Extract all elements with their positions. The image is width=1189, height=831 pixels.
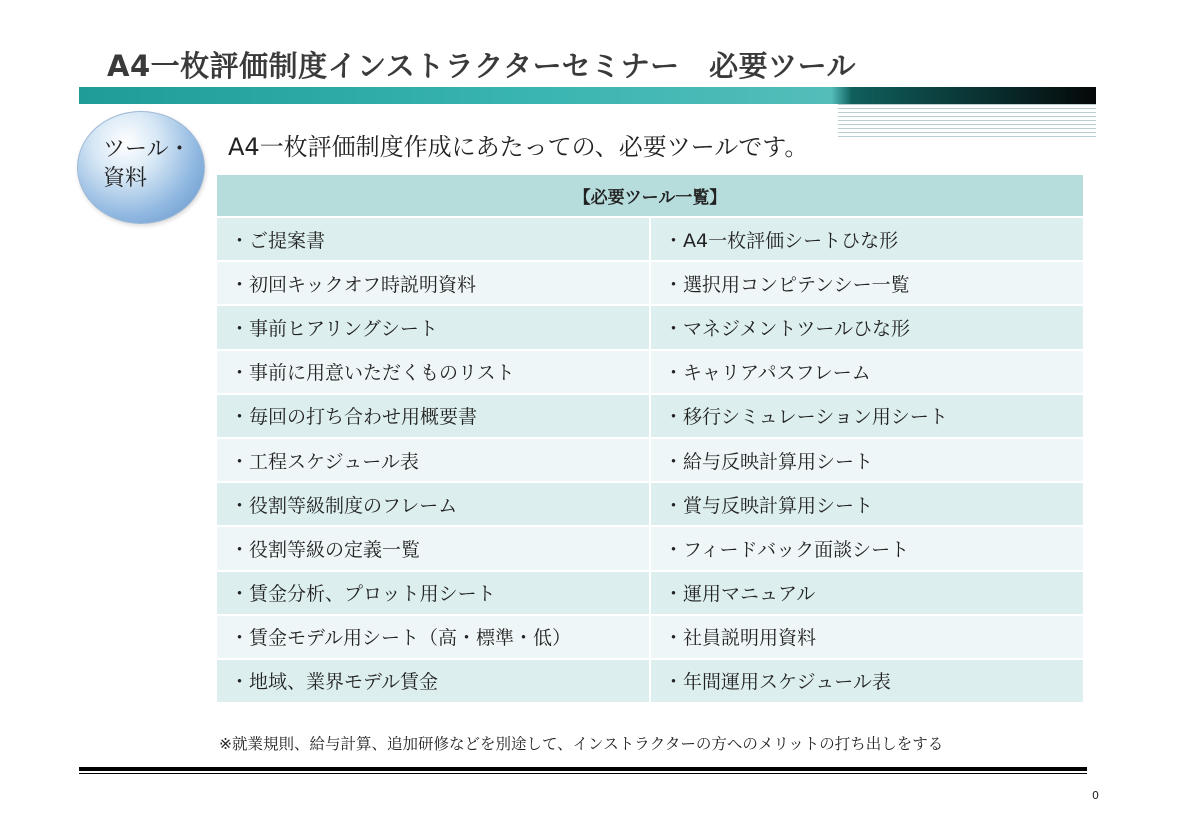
table-cell: ・初回キックオフ時説明資料 (217, 261, 650, 305)
section-badge-label (103, 135, 191, 193)
page-title: A4一枚評価制度インストラクターセミナー 必要ツール (107, 49, 857, 83)
table-row (217, 615, 1083, 659)
intro-text: A4一枚評価制度作成にあたっての、必要ツールです。 (228, 133, 809, 161)
tools-table (217, 175, 1083, 704)
table-cell: ・社員説明用資料 (650, 615, 1083, 659)
footer-rule-thin (79, 773, 1087, 774)
table-cell: ・運用マニュアル (650, 571, 1083, 615)
table-cell: ・役割等級制度のフレーム (217, 482, 650, 526)
table-cell: ・賞与反映計算用シート (650, 482, 1083, 526)
table-cell: ・フィードバック面談シート (650, 526, 1083, 570)
table-header: 【必要ツール一覧】 (217, 175, 1083, 217)
table-cell: ・キャリアパスフレーム (650, 350, 1083, 394)
footer-rule-thick (79, 767, 1087, 771)
page-number: 0 (1092, 789, 1099, 802)
table-row (217, 482, 1083, 526)
table-row (217, 438, 1083, 482)
table-cell: ・賃金モデル用シート（高・標準・低） (217, 615, 650, 659)
table-header-row (217, 175, 1083, 217)
table-cell: ・役割等級の定義一覧 (217, 526, 650, 570)
table-row (217, 571, 1083, 615)
table-cell: ・事前に用意いただくものリスト (217, 350, 650, 394)
table-cell: ・毎回の打ち合わせ用概要書 (217, 394, 650, 438)
table-row (217, 394, 1083, 438)
table-row (217, 305, 1083, 349)
table-cell: ・マネジメントツールひな形 (650, 305, 1083, 349)
table-row (217, 261, 1083, 305)
decorative-stripes (838, 104, 1096, 138)
table-row (217, 350, 1083, 394)
badge-line-1: ツール・ (103, 137, 191, 162)
table-cell: ・賃金分析、プロット用シート (217, 571, 650, 615)
title-underline-bar (79, 87, 1096, 104)
table-cell: ・年間運用スケジュール表 (650, 659, 1083, 703)
table-cell: ・地域、業界モデル賃金 (217, 659, 650, 703)
table-cell: ・事前ヒアリングシート (217, 305, 650, 349)
table-row (217, 659, 1083, 703)
table-cell: ・給与反映計算用シート (650, 438, 1083, 482)
footnote: ※就業規則、給与計算、追加研修などを別途して、インストラクターの方へのメリットの打ち出しをする (219, 735, 944, 753)
table-row (217, 217, 1083, 261)
table-cell: ・工程スケジュール表 (217, 438, 650, 482)
table-cell: ・ご提案書 (217, 217, 650, 261)
table-cell: ・A4一枚評価シートひな形 (650, 217, 1083, 261)
table-cell: ・選択用コンピテンシー一覧 (650, 261, 1083, 305)
table-cell: ・移行シミュレーション用シート (650, 394, 1083, 438)
badge-line-2: 資料 (103, 166, 148, 191)
table-row (217, 526, 1083, 570)
